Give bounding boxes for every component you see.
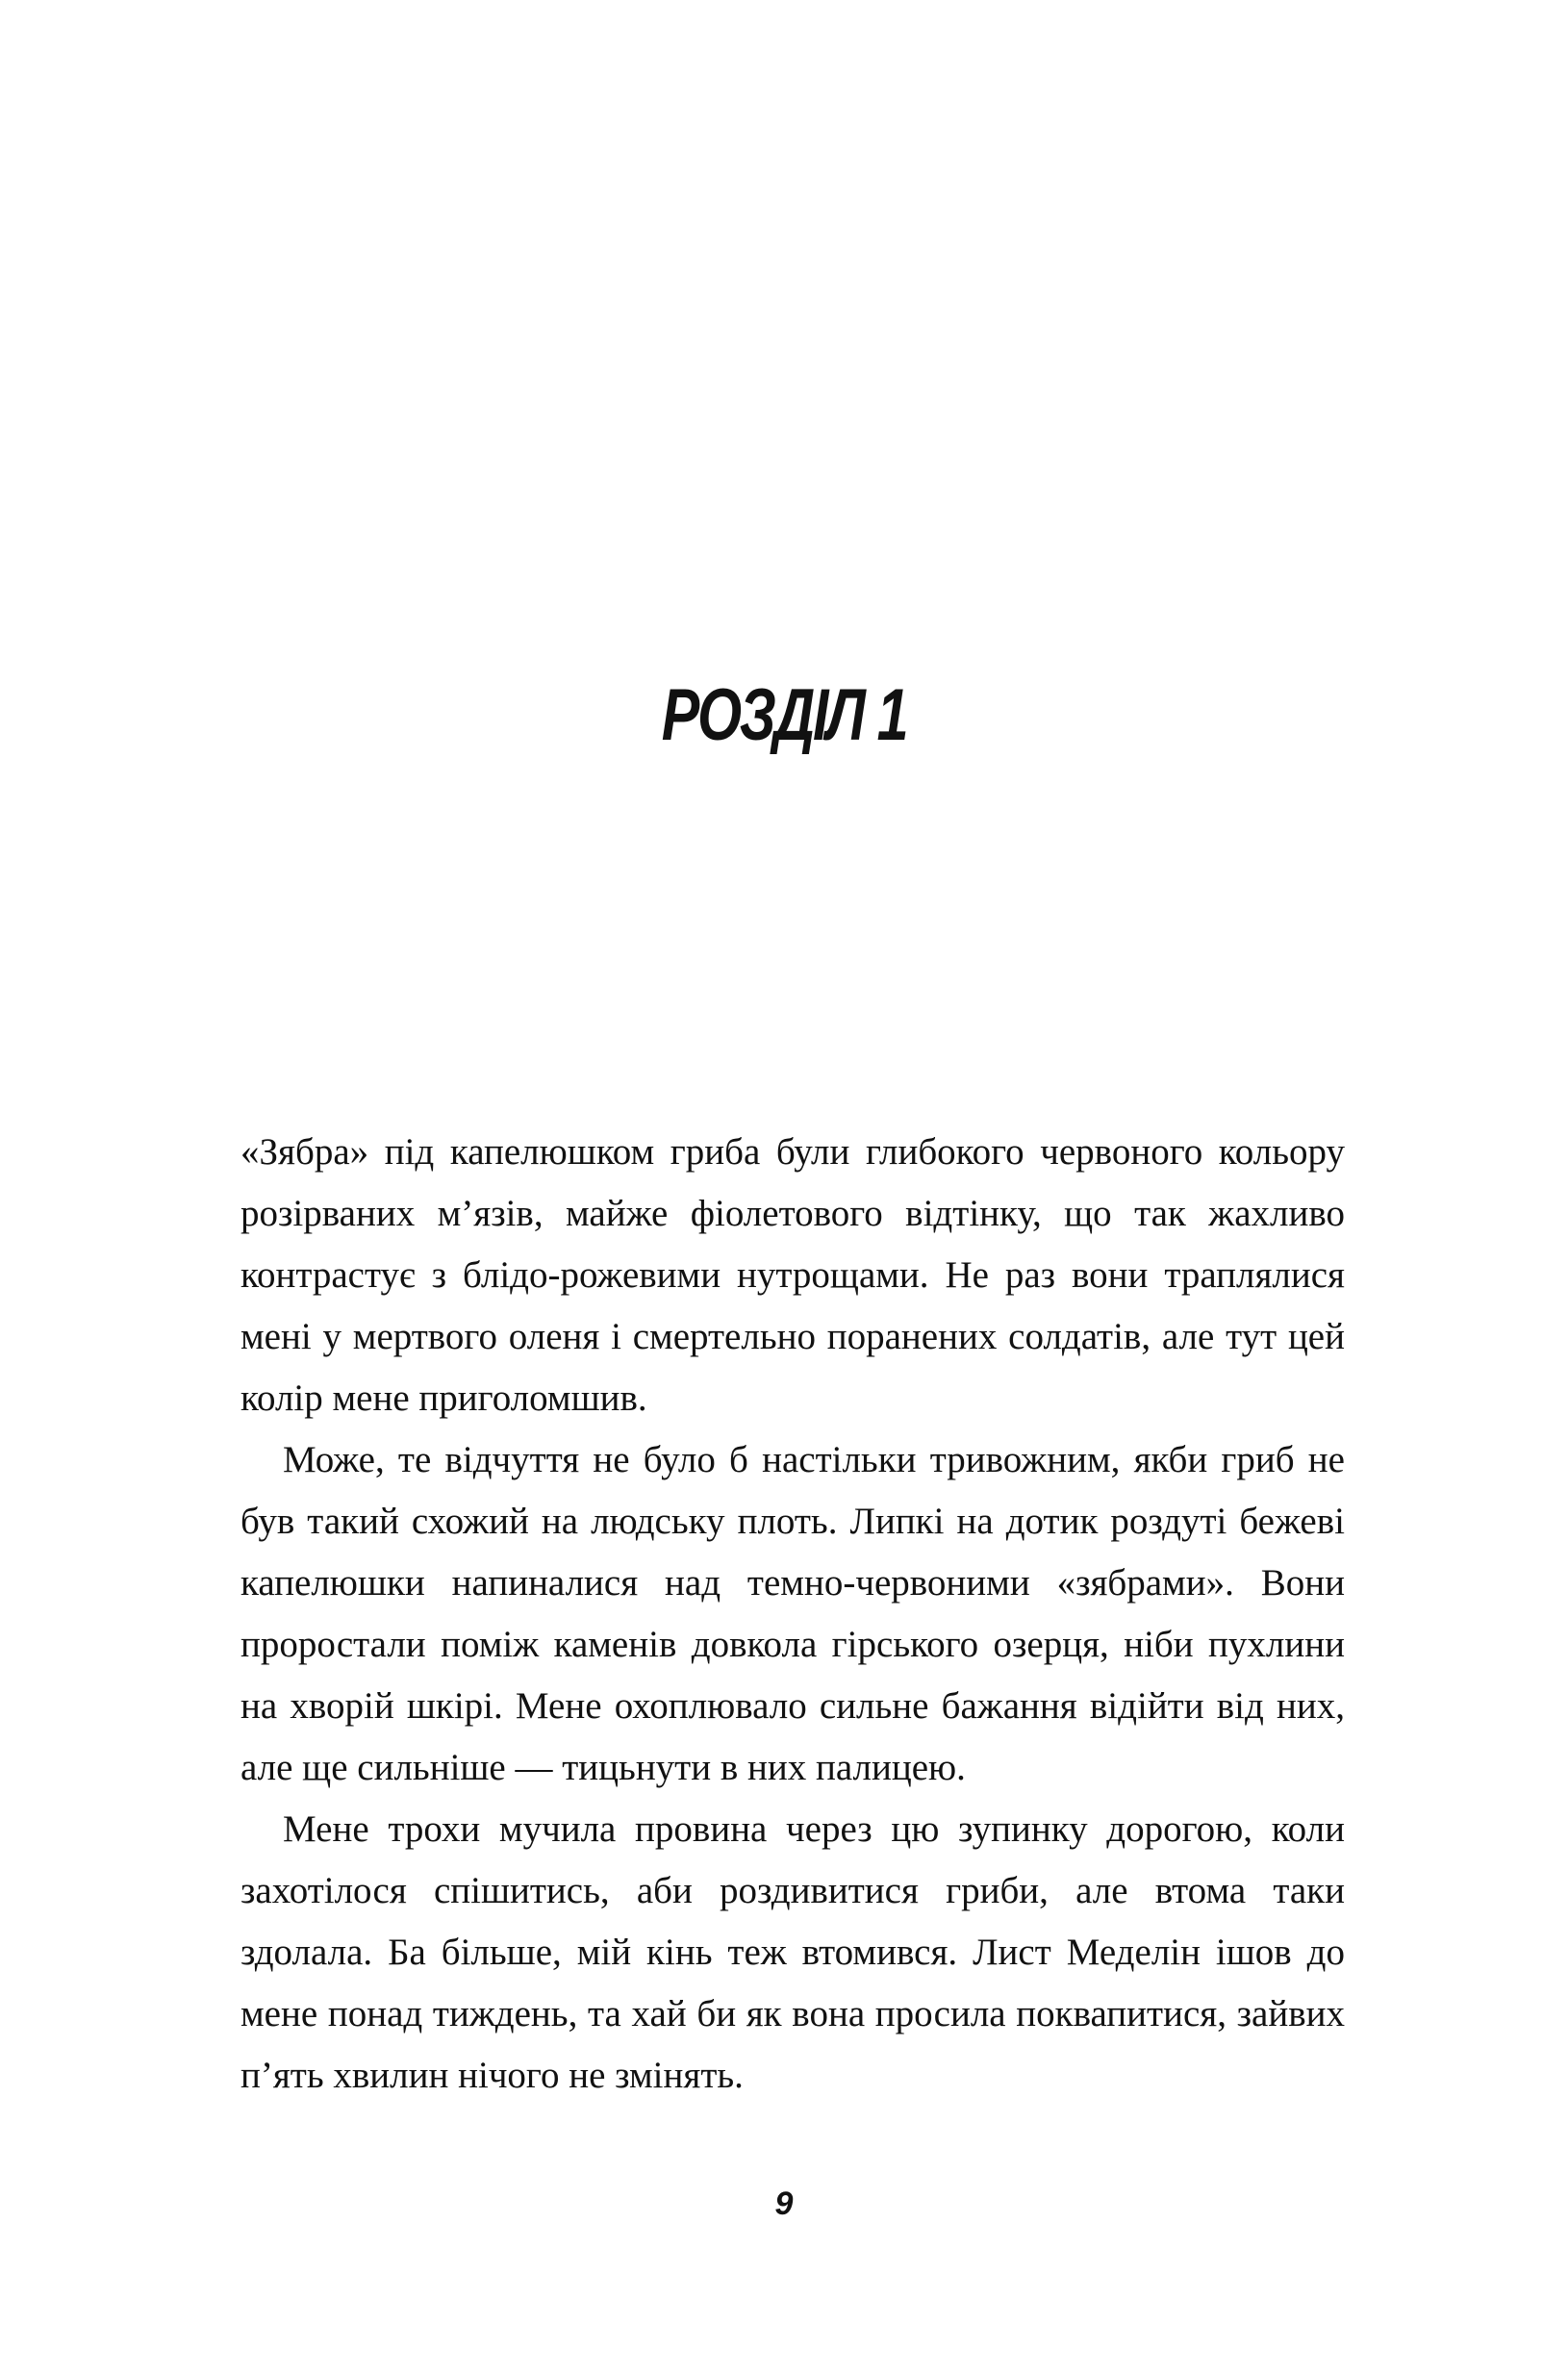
paragraph-2: Може, те відчуття не було б настільки тривожним, якби гриб не був такий схожий на людську плоть. Липкі на дотик роздуті бежеві капелюшки напиналися над темно-червоними «зябрами». Вони проростали поміж каменів довкола гірського озерця, ніби пухлини на хворій шкірі. Мене охоплювало сильне бажання відійти від них, але ще сильніше — тицьнути в них палицею.: [240, 1439, 1345, 1788]
paragraph-3: Мене трохи мучила провина через цю зупинку дорогою, коли захотілося спішитись, аби роздивитися гриби, але втома таки здолала. Ба більше, мій кінь теж втомився. Лист Меделін ішов до мене понад тиждень, та хай би як вона просила поквапитися, зайвих п’ять хвилин нічого не змінять.: [240, 1808, 1345, 2096]
page-number: 9: [774, 2186, 794, 2222]
paragraph-1: «Зябра» під капелюшком гриба були глибокого червоного кольору розірваних м’язів, майже фіолетового відтінку, що так жахливо контрастує з блідо-рожевими нутрощами. Не раз вони траплялися мені у мертвого оленя і смертельно поранених солдатів, але тут цей колір мене приголомшив.: [240, 1131, 1345, 1419]
chapter-title: РОЗДІЛ 1: [661, 674, 907, 756]
body-text: [240, 1122, 1345, 2107]
